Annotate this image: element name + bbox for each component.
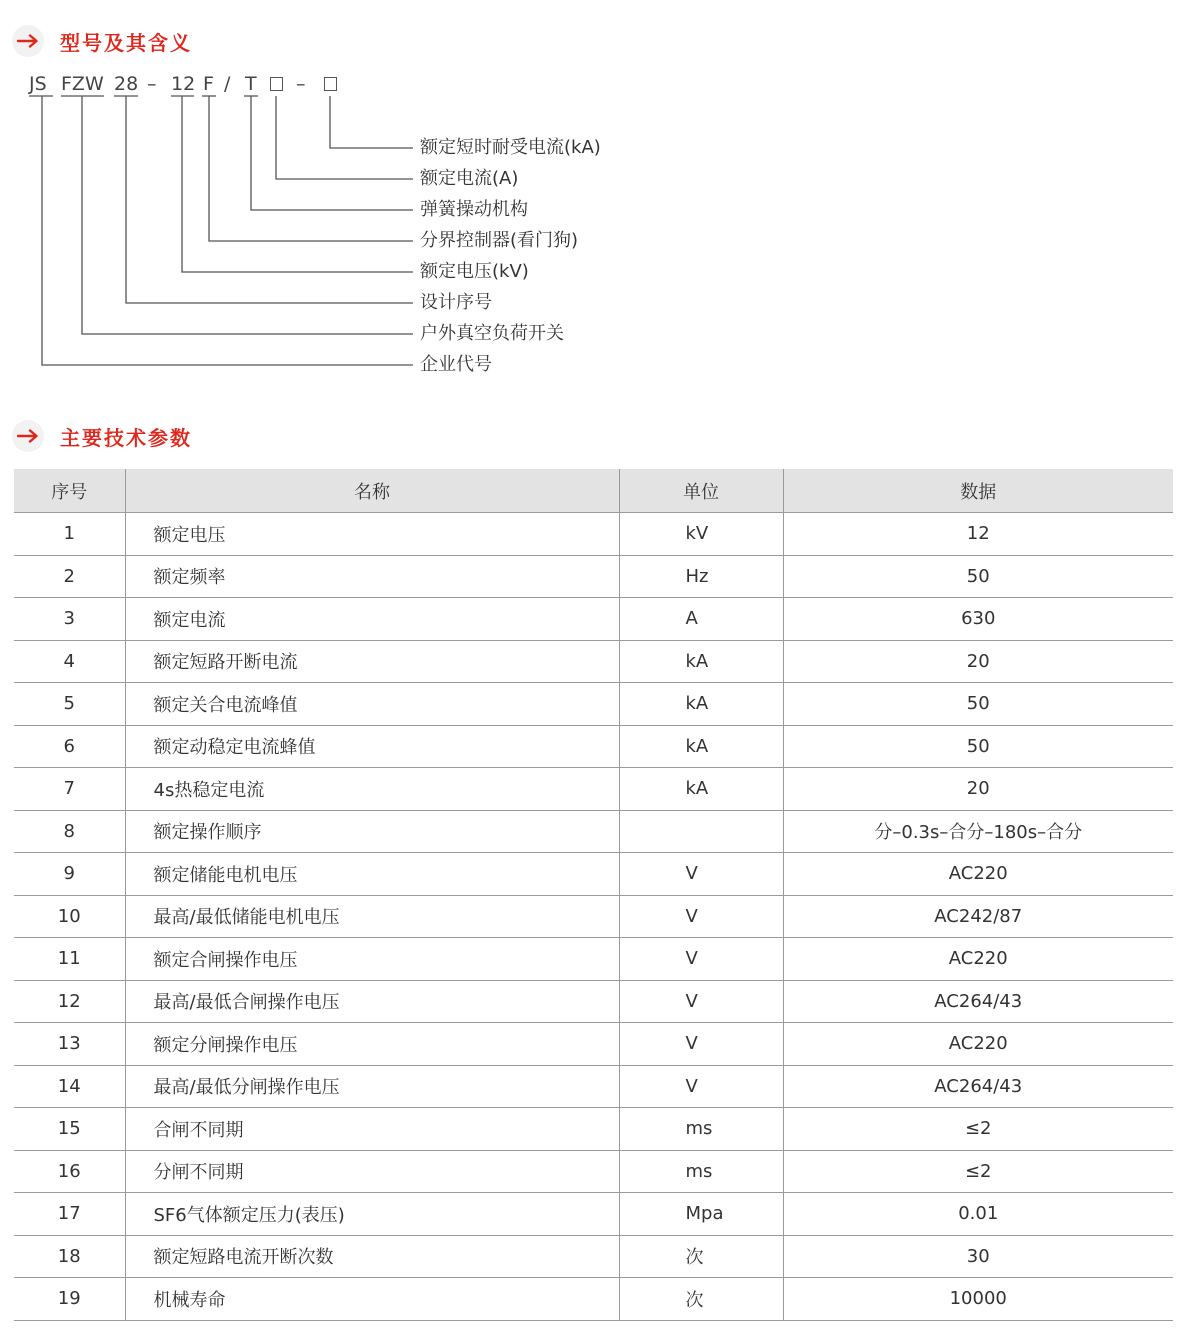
cell-no: 5: [14, 683, 125, 726]
table-row: [14, 1023, 1173, 1066]
cell-no: 3: [14, 598, 125, 641]
cell-value: AC264/43: [783, 1065, 1173, 1108]
table-body: [14, 513, 1173, 1321]
cell-value: 10000: [783, 1278, 1173, 1321]
cell-no: 1: [14, 513, 125, 556]
meaning-boundary-controller: 分界控制器(看门狗): [420, 230, 579, 251]
technical-parameters-table: [14, 469, 1173, 1321]
cell-name: 4s热稳定电流: [125, 768, 619, 811]
meaning-short-time-current: 额定短时耐受电流(kA): [420, 137, 601, 158]
table-row: [14, 938, 1173, 981]
cell-value: 50: [783, 683, 1173, 726]
cell-name: 额定电流: [125, 598, 619, 641]
cell-no: 11: [14, 938, 125, 981]
cell-unit: [619, 810, 783, 853]
cell-value: AC242/87: [783, 895, 1173, 938]
table-row: [14, 1150, 1173, 1193]
table-row: [14, 640, 1173, 683]
table-header-row: [14, 469, 1173, 513]
cell-name: 分闸不同期: [125, 1150, 619, 1193]
code-part-fzw: FZW: [61, 73, 104, 95]
cell-value: 12: [783, 513, 1173, 556]
meaning-design-number: 设计序号: [420, 292, 492, 313]
cell-unit: Mpa: [619, 1193, 783, 1236]
cell-no: 18: [14, 1235, 125, 1278]
cell-name: 额定短路电流开断次数: [125, 1235, 619, 1278]
code-part-slash: /: [224, 73, 231, 95]
cell-unit: V: [619, 895, 783, 938]
model-code-diagram: [0, 65, 700, 385]
cell-unit: 次: [619, 1235, 783, 1278]
cell-no: 15: [14, 1108, 125, 1151]
cell-value: 20: [783, 768, 1173, 811]
cell-unit: V: [619, 1023, 783, 1066]
section-heading-params: [12, 420, 192, 452]
cell-no: 12: [14, 980, 125, 1023]
model-leader-lines: [0, 65, 700, 385]
table-row: [14, 513, 1173, 556]
cell-unit: V: [619, 1065, 783, 1108]
cell-no: 4: [14, 640, 125, 683]
table-row: [14, 1193, 1173, 1236]
cell-name: 最高/最低合闸操作电压: [125, 980, 619, 1023]
cell-no: 7: [14, 768, 125, 811]
cell-unit: kA: [619, 640, 783, 683]
cell-name: 最高/最低储能电机电压: [125, 895, 619, 938]
cell-value: AC264/43: [783, 980, 1173, 1023]
table-row: [14, 598, 1173, 641]
cell-value: 0.01: [783, 1193, 1173, 1236]
code-part-dash-2: –: [296, 73, 306, 95]
cell-no: 2: [14, 555, 125, 598]
cell-name: 最高/最低分闸操作电压: [125, 1065, 619, 1108]
cell-value: AC220: [783, 1023, 1173, 1066]
cell-unit: V: [619, 853, 783, 896]
cell-value: 630: [783, 598, 1173, 641]
code-part-f: F: [203, 73, 214, 95]
cell-unit: 次: [619, 1278, 783, 1321]
cell-no: 17: [14, 1193, 125, 1236]
code-part-28: 28: [114, 73, 139, 95]
section-title: 主要技术参数: [60, 425, 192, 450]
cell-name: 额定电压: [125, 513, 619, 556]
cell-value: ≤2: [783, 1108, 1173, 1151]
cell-no: 10: [14, 895, 125, 938]
table-row: [14, 725, 1173, 768]
cell-value: AC220: [783, 938, 1173, 981]
cell-value: 50: [783, 555, 1173, 598]
cell-value: 20: [783, 640, 1173, 683]
cell-name: 额定频率: [125, 555, 619, 598]
cell-unit: V: [619, 938, 783, 981]
cell-unit: V: [619, 980, 783, 1023]
cell-value: AC220: [783, 853, 1173, 896]
cell-name: 机械寿命: [125, 1278, 619, 1321]
cell-no: 16: [14, 1150, 125, 1193]
table-row: [14, 768, 1173, 811]
cell-name: 额定关合电流峰值: [125, 683, 619, 726]
cell-unit: kA: [619, 683, 783, 726]
table-row: [14, 1235, 1173, 1278]
placeholder-box: [270, 77, 283, 91]
header-name: 名称: [125, 469, 619, 513]
cell-name: 额定动稳定电流蜂值: [125, 725, 619, 768]
cell-no: 9: [14, 853, 125, 896]
code-part-dash: –: [147, 73, 157, 95]
meaning-rated-voltage: 额定电压(kV): [420, 261, 529, 282]
header-no: 序号: [14, 469, 125, 513]
header-unit: 单位: [619, 469, 783, 513]
cell-name: 额定短路开断电流: [125, 640, 619, 683]
placeholder-box: [324, 77, 337, 91]
cell-name: 合闸不同期: [125, 1108, 619, 1151]
cell-name: 额定合闸操作电压: [125, 938, 619, 981]
cell-unit: Hz: [619, 555, 783, 598]
code-part-12: 12: [171, 73, 196, 95]
table-row: [14, 1108, 1173, 1151]
meaning-spring-mechanism: 弹簧操动机构: [420, 199, 528, 220]
cell-unit: kV: [619, 513, 783, 556]
code-part-t: T: [245, 73, 257, 95]
cell-unit: kA: [619, 768, 783, 811]
code-part-js: JS: [29, 73, 47, 95]
cell-no: 6: [14, 725, 125, 768]
cell-unit: kA: [619, 725, 783, 768]
meaning-enterprise-code: 企业代号: [420, 354, 492, 375]
cell-unit: A: [619, 598, 783, 641]
table-row: [14, 1278, 1173, 1321]
table-row: [14, 1065, 1173, 1108]
cell-value: 50: [783, 725, 1173, 768]
table-row: [14, 555, 1173, 598]
table-row: [14, 980, 1173, 1023]
meaning-outdoor-switch: 户外真空负荷开关: [420, 323, 564, 344]
cell-unit: ms: [619, 1108, 783, 1151]
table-row: [14, 895, 1173, 938]
cell-no: 8: [14, 810, 125, 853]
table-row: [14, 853, 1173, 896]
cell-unit: ms: [619, 1150, 783, 1193]
cell-value: 30: [783, 1235, 1173, 1278]
arrow-right-icon: [12, 25, 44, 57]
arrow-right-icon: [12, 420, 44, 452]
table-row: [14, 810, 1173, 853]
cell-name: SF6气体额定压力(表压): [125, 1193, 619, 1236]
cell-value: 分–0.3s–合分–180s–合分: [783, 810, 1173, 853]
cell-value: ≤2: [783, 1150, 1173, 1193]
section-title: 型号及其含义: [60, 30, 192, 55]
cell-name: 额定操作顺序: [125, 810, 619, 853]
meaning-rated-current: 额定电流(A): [420, 168, 519, 189]
section-heading-model: [12, 25, 192, 57]
cell-name: 额定分闸操作电压: [125, 1023, 619, 1066]
table-row: [14, 683, 1173, 726]
cell-name: 额定储能电机电压: [125, 853, 619, 896]
cell-no: 13: [14, 1023, 125, 1066]
cell-no: 19: [14, 1278, 125, 1321]
cell-no: 14: [14, 1065, 125, 1108]
header-value: 数据: [783, 469, 1173, 513]
